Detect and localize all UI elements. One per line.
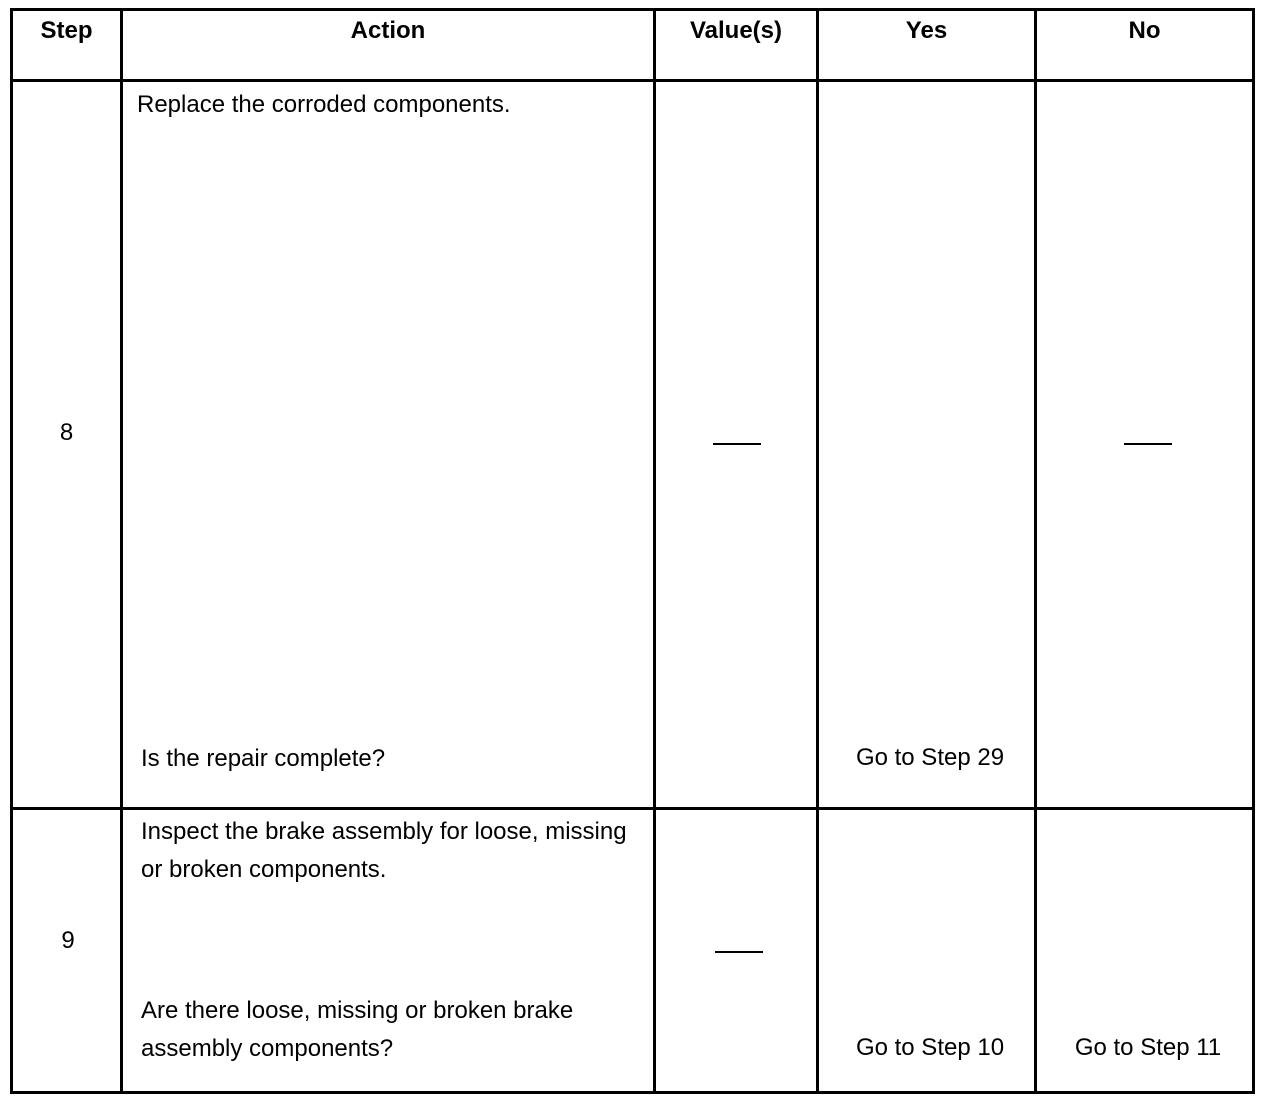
column-divider [1034,8,1037,1094]
row-8-no-dash [1124,443,1172,445]
row-8-action-instruction: Replace the corroded components. [137,91,511,118]
row-8-action-question: Is the repair complete? [141,745,386,772]
header-values: Value(s) [689,17,783,44]
header-action: Action [350,17,426,44]
header-step: Step [40,17,93,44]
row-9-yes: Go to Step 10 [855,1034,1005,1061]
header-yes: Yes [905,17,948,44]
column-divider [653,8,656,1094]
row-divider [10,807,1255,810]
row-8-values-dash [713,443,761,445]
row-9-action-instruction: Inspect the brake assembly for loose, missing or broken components. [141,818,627,883]
row-8-yes: Go to Step 29 [855,744,1005,771]
row-8-step: 8 [59,419,74,446]
row-9-action-question: Are there loose, missing or broken brake assembly components? [141,997,574,1062]
column-divider [816,8,819,1094]
diagnostic-table [10,8,1255,1094]
row-9-step: 9 [61,927,75,954]
row-9-values-dash [715,951,763,953]
header-no: No [1128,17,1161,44]
row-9-no: Go to Step 11 [1074,1034,1222,1061]
row-divider [10,79,1255,82]
